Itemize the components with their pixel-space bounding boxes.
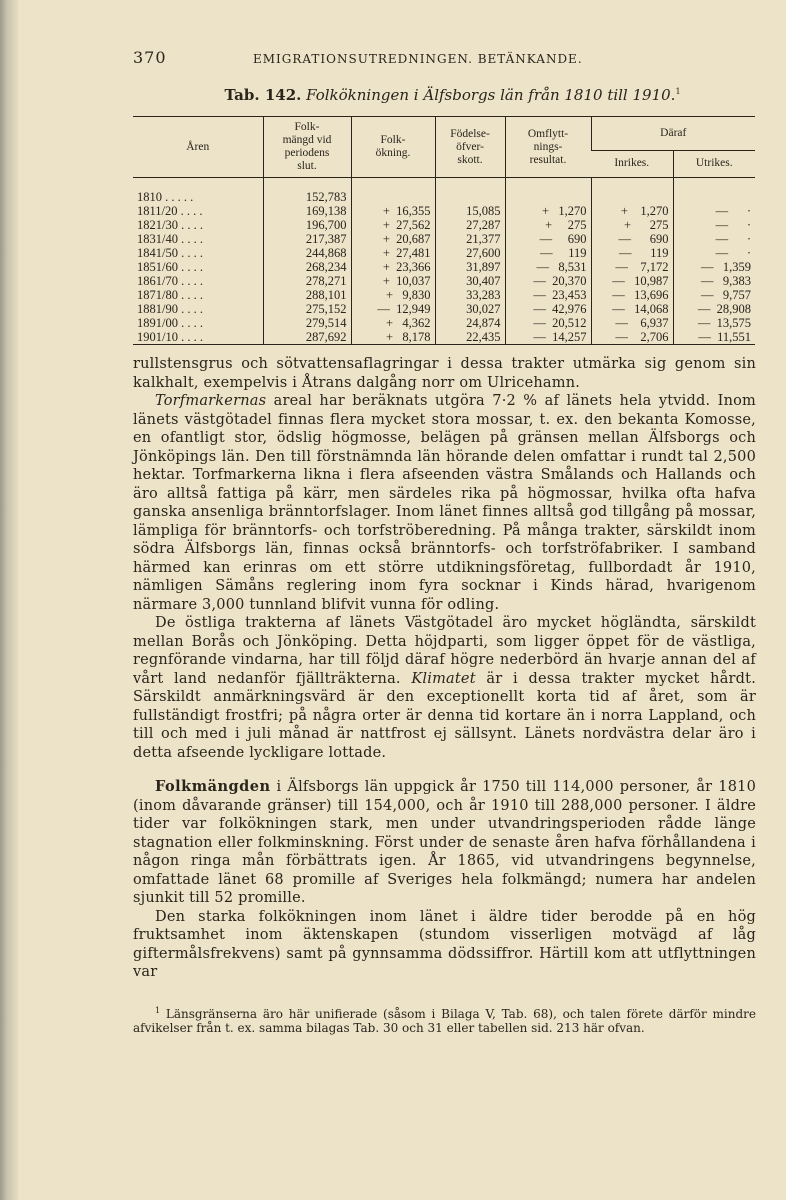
- cell-domestic: — 7,172: [591, 260, 673, 274]
- running-head: [133, 48, 756, 70]
- col-header-domestic: Inrikes.: [591, 150, 673, 177]
- cell-years: 1861/70 . . . .: [137, 274, 203, 288]
- cell-years: 1901/10 . . . .: [133, 330, 263, 345]
- table-footnote-mark: 1: [675, 87, 681, 96]
- cell-foreign: — 9,757: [673, 288, 755, 302]
- col-header-thereof: Däraf: [591, 117, 755, 151]
- cell-migration: — 8,531: [505, 260, 591, 274]
- cell-domestic: — 6,937: [591, 316, 673, 330]
- cell-births: 24,874: [435, 316, 505, 330]
- cell-years: 1851/60 . . . .: [137, 260, 203, 274]
- table-row: [133, 246, 755, 260]
- paragraph-4: [133, 778, 756, 908]
- footnote-mark: 1: [155, 1005, 161, 1015]
- cell-years: 1810 . . . . .: [137, 190, 194, 204]
- cell-births: 15,085: [435, 204, 505, 218]
- cell-years: 1841/50 . . . .: [137, 246, 203, 260]
- cell-population: 169,138: [263, 204, 351, 218]
- cell-increase: + 10,037: [351, 274, 435, 288]
- table-row: [133, 178, 755, 205]
- table-row: [133, 302, 755, 316]
- paragraph-4-text: i Älfsborgs län uppgick år 1750 till 114,000 personer, år 1810 (inom dåvarande gränser) till 154,000, och år 1910 till 288,000 personer. I äldre tider var folkökningen stark, men under utvandringsperioden rådde länge stagnation eller folkminskning. Först under de senaste åren hafva förhållandena i någon ringa mån förbättrats igen. År 1865, vid utvandringens begynnelse, omfattade länet 68 promille af Sveriges hela folkmängd; numera har andelen sjunkit till 52 promille.: [133, 779, 756, 906]
- section-heading-folkmangden: Folkmängden: [155, 778, 271, 795]
- paragraph-2-text: areal har beräknats utgöra 7·2 % af länets hela ytvidd. Inom länets västgötadel finnas flera mycket stora mossar, t. ex. den bekanta Komosse, en ofantligt stor, ödslig högmosse, belägen på gränsen mellan Älfsborgs och Jönköpings län. Den till förstnämnda län hörande delen omfattar i rundt tal 2,500 hektar. Torfmarkerna likna i flera afseenden västra Smålands och Hallands och äro alltså fattiga på kärr, men särdeles rika på högmossar, hvilka ofta hafva ganska ansenliga bränntorfslager. Inom länet finnes alltså god tillgång på mossar, lämpliga för bränntorfs- och torfströberedning. På många trakter, särskildt inom södra Älfsborgs län, finnas också bränntorfs- och torfströfabriker. I samband härmed kan erinras om ett större utdikningsföretag, fullbordadt år 1910, nämligen Sämåns reglering inom fyra socknar i Kinds härad, hvarigenom närmare 3,000 tunnland blifvit vunna för odling.: [133, 393, 756, 613]
- cell-population: 279,514: [263, 316, 351, 330]
- cell-births: 27,287: [435, 218, 505, 232]
- cell-foreign: — 1,359: [673, 260, 755, 274]
- cell-migration: [505, 178, 591, 205]
- population-table: [133, 116, 755, 345]
- cell-population: 278,271: [263, 274, 351, 288]
- cell-migration: — 119: [505, 246, 591, 260]
- cell-foreign: — 9,383: [673, 274, 755, 288]
- cell-migration: + 1,270: [505, 204, 591, 218]
- cell-foreign: — 28,908: [673, 302, 755, 316]
- table-label: Tab. 142.: [224, 86, 302, 104]
- cell-increase: + 27,481: [351, 246, 435, 260]
- cell-migration: — 42,976: [505, 302, 591, 316]
- cell-domestic: — 10,987: [591, 274, 673, 288]
- paragraph-3-text-a: De östliga trakterna af länets Västgötadel äro mycket högländta, särskildt mellan Borås och Jönköping. Detta höjdparti, som ligger öppet för de västliga, regnförande vindarna, har till följd däraf högre nederbörd än hvarje annan del af vårt land nedanför fjällträkterna.: [133, 615, 756, 687]
- cell-foreign: — 13,575: [673, 316, 755, 330]
- col-header-years: Åren: [133, 117, 263, 178]
- cell-foreign: — ·: [673, 232, 755, 246]
- cell-population: 275,152: [263, 302, 351, 316]
- cell-domestic: — 14,068: [591, 302, 673, 316]
- cell-domestic: — 119: [591, 246, 673, 260]
- paragraph-5: Den starka folkökningen inom länet i äldre tider berodde på en hög fruktsamhet inom äktenskapen (stundom visserligen motvägd af låg giftermålsfrekvens) samt på gynnsamma dödssiffror. Härtill kom att utflyttningen var: [133, 908, 756, 980]
- cell-births: [435, 178, 505, 205]
- cell-increase: + 4,362: [351, 316, 435, 330]
- table-row: [133, 288, 755, 302]
- cell-years: 1871/80 . . . .: [137, 288, 203, 302]
- paragraph-3: [133, 614, 756, 762]
- paragraph-2: [133, 392, 756, 614]
- footnote: [133, 1004, 756, 1036]
- body-text: [133, 355, 756, 982]
- table-row: [133, 204, 755, 218]
- cell-foreign: — ·: [673, 204, 755, 218]
- cell-increase: + 16,355: [351, 204, 435, 218]
- table-row: [133, 218, 755, 232]
- cell-increase: — 12,949: [351, 302, 435, 316]
- cell-migration: — 14,257: [505, 330, 591, 345]
- cell-years: 1891/00 . . . .: [137, 316, 203, 330]
- col-header-increase: Folk- ökning.: [351, 117, 435, 178]
- table-row: [133, 330, 755, 345]
- cell-migration: — 20,370: [505, 274, 591, 288]
- cell-births: 30,407: [435, 274, 505, 288]
- cell-foreign: — ·: [673, 246, 755, 260]
- table-row: [133, 316, 755, 330]
- table-row: [133, 274, 755, 288]
- cell-births: 21,377: [435, 232, 505, 246]
- cell-migration: — 20,512: [505, 316, 591, 330]
- cell-births: 27,600: [435, 246, 505, 260]
- col-header-migration: Omflytt- nings- resultat.: [505, 117, 591, 178]
- cell-years: 1881/90 . . . .: [137, 302, 203, 316]
- cell-increase: + 27,562: [351, 218, 435, 232]
- cell-migration: + 275: [505, 218, 591, 232]
- cell-increase: [351, 178, 435, 205]
- book-page: [133, 48, 756, 1036]
- cell-population: 244,868: [263, 246, 351, 260]
- cell-population: 196,700: [263, 218, 351, 232]
- cell-increase: + 20,687: [351, 232, 435, 246]
- cell-population: 287,692: [263, 330, 351, 345]
- table-row: [133, 232, 755, 246]
- table-row: [133, 260, 755, 274]
- cell-foreign: [673, 178, 755, 205]
- cell-births: 22,435: [435, 330, 505, 345]
- cell-domestic: — 2,706: [591, 330, 673, 345]
- cell-population: 217,387: [263, 232, 351, 246]
- paragraph-2-lead: Torfmarkernas: [155, 393, 267, 409]
- cell-foreign: — 11,551: [673, 330, 755, 345]
- cell-years: 1821/30 . . . .: [137, 218, 203, 232]
- cell-births: 33,283: [435, 288, 505, 302]
- paragraph-1: rullstensgrus och sötvattensaflagringar i dessa trakter utmärka sig genom sin kalkhalt, exempelvis i Åtrans dalgång norr om Ulricehamn.: [133, 356, 756, 391]
- cell-increase: + 9,830: [351, 288, 435, 302]
- cell-migration: — 23,453: [505, 288, 591, 302]
- cell-domestic: — 13,696: [591, 288, 673, 302]
- cell-population: 268,234: [263, 260, 351, 274]
- running-head-title: EMIGRATIONSUTREDNINGEN. BETÄNKANDE.: [253, 52, 583, 66]
- book-binding-edge: [0, 0, 18, 1200]
- cell-births: 31,897: [435, 260, 505, 274]
- cell-years: 1811/20 . . . .: [137, 204, 203, 218]
- col-header-births: Födelse- öfver- skott.: [435, 117, 505, 178]
- cell-foreign: — ·: [673, 218, 755, 232]
- col-header-population: Folk- mängd vid periodens slut.: [263, 117, 351, 178]
- table-title: [149, 86, 756, 104]
- paragraph-3-text-b: är i dessa trakter mycket hårdt. Särskildt anmärkningsvärd är den exceptionellt korta tid af året, som är fullständigt frostfri; på några orter är denna tid kortare än i norra Lappland, och till och med i juli månad är nattfrost ej sällsynt. Länets nordvästra delar äro i detta afseende lyckligare lottade.: [133, 670, 756, 761]
- paragraph-3-em: Klimatet: [411, 670, 476, 687]
- page-number: 370: [133, 48, 167, 67]
- cell-migration: — 690: [505, 232, 591, 246]
- table-caption: Folkökningen i Älfsborgs län från 1810 till 1910.: [306, 86, 676, 104]
- cell-domestic: [591, 178, 673, 205]
- cell-population: 152,783: [263, 178, 351, 205]
- cell-population: 288,101: [263, 288, 351, 302]
- cell-increase: + 23,366: [351, 260, 435, 274]
- cell-domestic: + 275: [591, 218, 673, 232]
- col-header-foreign: Utrikes.: [673, 150, 755, 177]
- footnote-text: Länsgränserna äro här unifierade (såsom i Bilaga V, Tab. 68), och talen förete därför mindre afvikelser från t. ex. samma bilagas Tab. 30 och 31 eller tabellen sid. 213 här ofvan.: [133, 1006, 756, 1035]
- cell-births: 30,027: [435, 302, 505, 316]
- cell-domestic: — 690: [591, 232, 673, 246]
- cell-years: 1831/40 . . . .: [137, 232, 203, 246]
- cell-increase: + 8,178: [351, 330, 435, 345]
- cell-domestic: + 1,270: [591, 204, 673, 218]
